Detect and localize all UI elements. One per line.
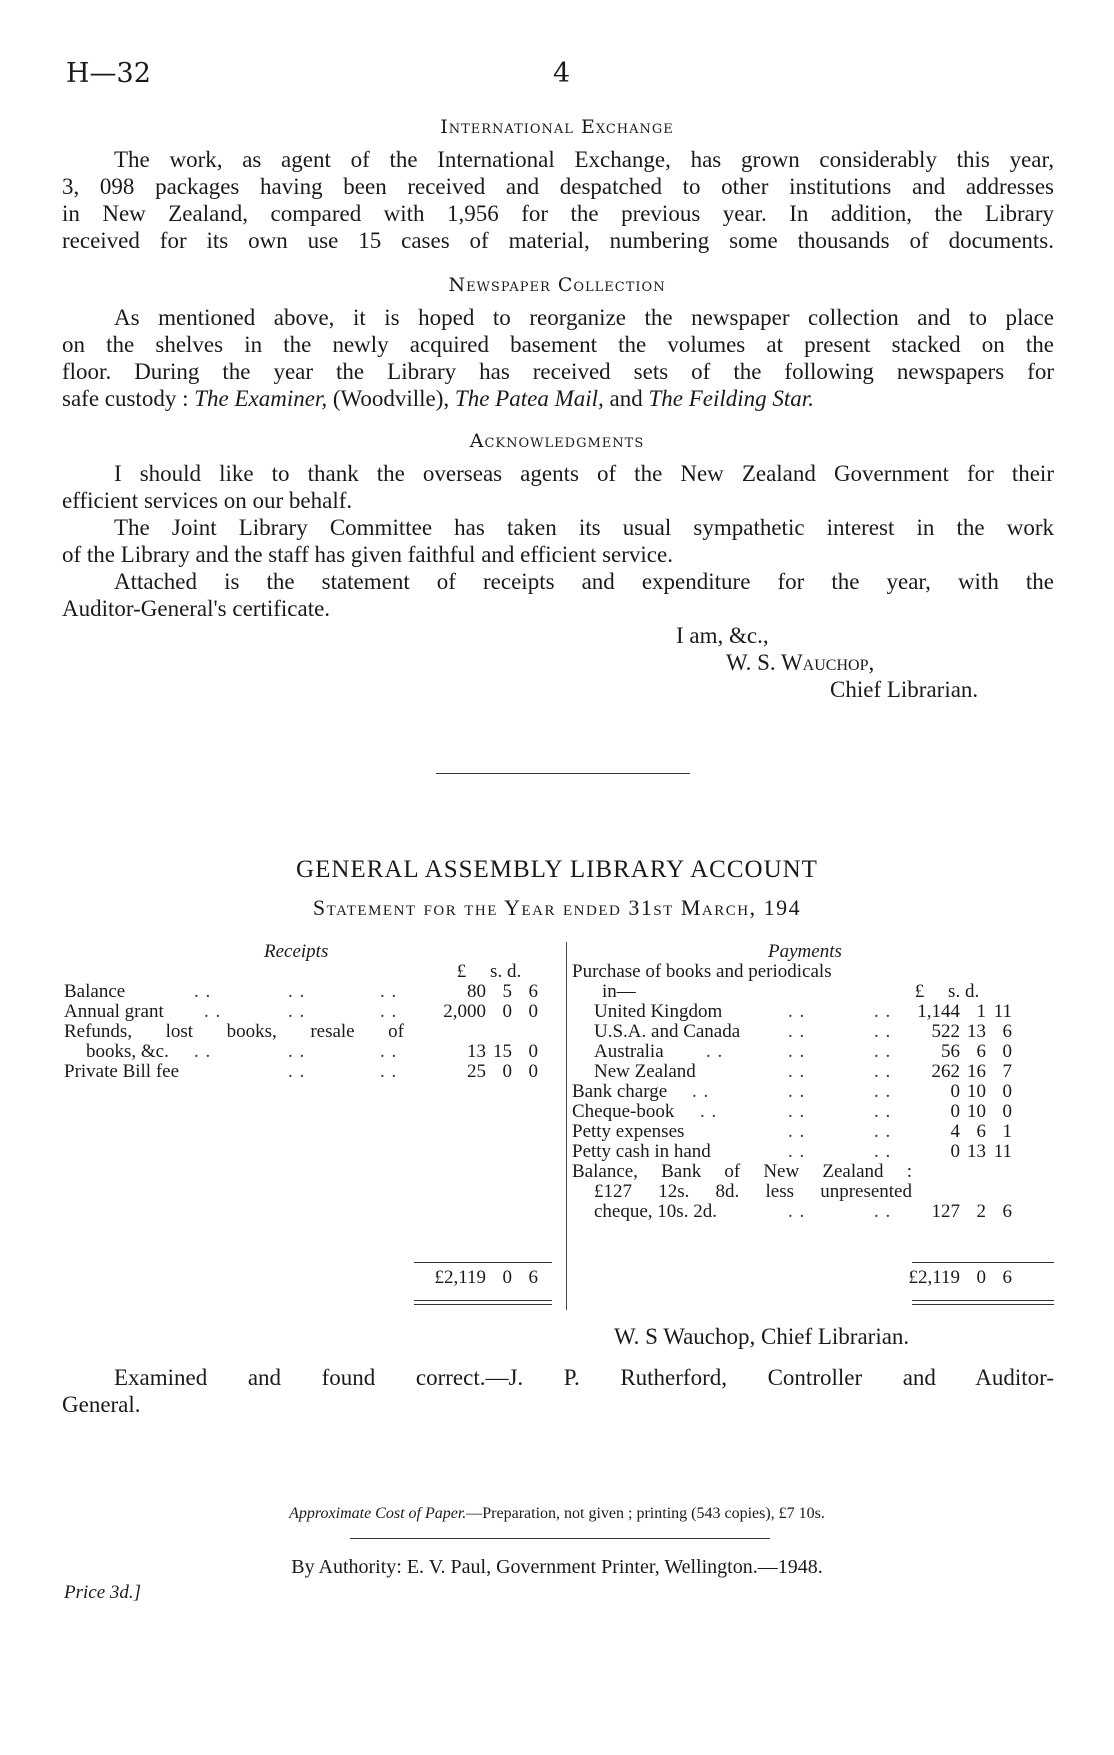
leader-dots: . . xyxy=(874,1101,892,1122)
pounds-value: 0 xyxy=(950,1141,960,1162)
newspaper-title: The Feilding Star. xyxy=(648,386,814,411)
pence-total: 6 xyxy=(1002,1267,1012,1288)
approximate-cost-note xyxy=(0,1505,1114,1523)
shillings-value: 16 xyxy=(967,1061,986,1082)
international-exchange-heading: International Exchange xyxy=(440,116,674,138)
pounds-header: £ xyxy=(456,961,467,982)
pounds-value: 25 xyxy=(467,1061,486,1082)
acknowledgments-paragraph xyxy=(62,460,1054,622)
auditor-certificate xyxy=(62,1364,1054,1418)
receipt-label: Refunds, lost books, resale of xyxy=(64,1021,404,1042)
paragraph-line: efficient services on our behalf. xyxy=(62,488,353,513)
line-text: (Woodville), xyxy=(327,386,455,411)
shillings-value: 10 xyxy=(967,1101,986,1122)
pounds-value: 262 xyxy=(931,1061,960,1082)
leader-dots: . . xyxy=(788,1021,806,1042)
table-row xyxy=(572,1062,1052,1082)
acknowledgments-heading: Acknowledgments xyxy=(469,430,645,452)
paragraph-line: received for its own use 15 cases of material, numbering some thousands of documents. xyxy=(62,228,1054,253)
pounds-total: £2,119 xyxy=(908,1267,960,1288)
payment-label: cheque, 10s. 2d. xyxy=(594,1201,717,1222)
table-row xyxy=(64,1062,554,1082)
table-row xyxy=(572,1202,1052,1222)
table-row xyxy=(572,1022,1052,1042)
leader-dots: . . xyxy=(788,1001,806,1022)
pence-total: 6 xyxy=(528,1267,538,1288)
newspaper-collection-heading: Newspaper Collection xyxy=(448,274,666,296)
payments-table xyxy=(572,942,1052,1312)
shillings-value: 1 xyxy=(976,1001,986,1022)
newspaper-title: The Patea Mail, xyxy=(454,386,604,411)
column-divider xyxy=(566,942,567,1310)
payment-label: U.S.A. and Canada xyxy=(594,1021,741,1042)
leader-dots: . . xyxy=(874,1061,892,1082)
table-row xyxy=(572,1042,1052,1062)
payments-total-row xyxy=(572,1268,1052,1288)
shillings-value: 15 xyxy=(493,1041,512,1062)
table-row xyxy=(572,1142,1052,1162)
paragraph-line: The work, as agent of the International Exchange, has grown considerably this year, xyxy=(114,147,1054,172)
shillings-value: 5 xyxy=(502,981,512,1002)
pounds-value: 13 xyxy=(467,1041,486,1062)
receipts-heading: Receipts xyxy=(264,941,329,962)
line-text: safe custody : xyxy=(62,386,195,411)
table-row xyxy=(572,1162,1052,1182)
table-row xyxy=(572,962,1052,982)
pence-value: 6 xyxy=(528,981,538,1002)
leader-dots: . . xyxy=(706,1041,724,1062)
printing-authority: By Authority: E. V. Paul, Government Printer, Wellington.—1948. xyxy=(291,1556,823,1578)
leader-dots: . . xyxy=(788,1061,806,1082)
leader-dots: . . xyxy=(874,1041,892,1062)
line-text: and xyxy=(603,386,649,411)
leader-dots: . . xyxy=(874,1201,892,1222)
leader-dots: . . xyxy=(788,1201,806,1222)
pounds-value: 56 xyxy=(941,1041,960,1062)
leader-dots: . . xyxy=(788,1141,806,1162)
leader-dots: . . xyxy=(380,981,398,1002)
receipt-label: Private Bill fee xyxy=(64,1061,180,1082)
signature-title: Chief Librarian. xyxy=(830,677,979,702)
payment-label: United Kingdom xyxy=(594,1001,723,1022)
account-title: GENERAL ASSEMBLY LIBRARY ACCOUNT xyxy=(296,856,818,883)
double-rule xyxy=(414,1300,552,1301)
pounds-value: 1,144 xyxy=(917,1001,960,1022)
paragraph-line: The Joint Library Committee has taken its usual sympathetic interest in the work xyxy=(114,515,1054,540)
payment-label: Petty expenses xyxy=(572,1121,685,1142)
pence-value: 0 xyxy=(528,1041,538,1062)
pence-value: 6 xyxy=(1002,1201,1012,1222)
payments-heading-row xyxy=(572,942,1052,962)
paragraph-line: on the shelves in the newly acquired basement the volumes at present stacked on the xyxy=(62,332,1054,357)
shillings-total: 0 xyxy=(976,1267,986,1288)
leader-dots: . . xyxy=(194,1041,212,1062)
double-rule xyxy=(912,1300,1054,1301)
price-note: Price 3d.] xyxy=(64,1582,142,1603)
shillings-value: 0 xyxy=(502,1001,512,1022)
payment-label: Purchase of books and periodicals xyxy=(572,961,832,982)
total-rule xyxy=(912,1262,1054,1263)
leader-dots: . . xyxy=(380,1001,398,1022)
table-row xyxy=(64,982,554,1002)
paragraph-line: of the Library and the staff has given faithful and efficient service. xyxy=(62,542,673,567)
leader-dots: . . xyxy=(204,1001,222,1022)
pence-value: 0 xyxy=(1002,1081,1012,1102)
page-number: 4 xyxy=(553,58,571,89)
pence-value: 11 xyxy=(993,1141,1012,1162)
closing-salutation: I am, &c., xyxy=(676,623,769,648)
paragraph-line: Attached is the statement of receipts and expenditure for the year, with the xyxy=(114,569,1054,594)
pounds-header: £ xyxy=(914,981,925,1002)
paragraph-line: General. xyxy=(62,1392,141,1417)
shillings-value: 13 xyxy=(967,1021,986,1042)
shillings-total: 0 xyxy=(502,1267,512,1288)
leader-dots: . . xyxy=(788,1101,806,1122)
double-rule xyxy=(414,1304,552,1305)
payment-label: £127 12s. 8d. less unpresented xyxy=(594,1181,912,1202)
pence-value: 0 xyxy=(528,1001,538,1022)
shillings-value: 2 xyxy=(976,1201,986,1222)
footer-divider xyxy=(350,1538,770,1539)
leader-dots: . . xyxy=(788,1041,806,1062)
receipt-label: Annual grant xyxy=(64,1001,164,1022)
pounds-value: 127 xyxy=(931,1201,960,1222)
shillings-value: 10 xyxy=(967,1081,986,1102)
table-row xyxy=(572,982,1052,1002)
pence-value: 1 xyxy=(1002,1121,1012,1142)
pence-value: 0 xyxy=(1002,1041,1012,1062)
double-rule xyxy=(912,1304,1054,1305)
paragraph-line: I should like to thank the overseas agents of the New Zealand Government for their xyxy=(114,461,1054,486)
shillings-value: 0 xyxy=(502,1061,512,1082)
leader-dots: . . xyxy=(788,1081,806,1102)
paragraph-line: Auditor-General's certificate. xyxy=(62,596,331,621)
international-exchange-paragraph xyxy=(62,146,1054,254)
pounds-total: £2,119 xyxy=(434,1267,486,1288)
payment-label: Petty cash in hand xyxy=(572,1141,711,1162)
account-subtitle: Statement for the Year ended 31st March, 194 xyxy=(312,895,802,920)
leader-dots: . . xyxy=(874,1081,892,1102)
paragraph-line: in New Zealand, compared with 1,956 for the previous year. In addition, the Library xyxy=(62,201,1054,226)
newspaper-collection-paragraph xyxy=(62,304,1054,412)
leader-dots: . . xyxy=(288,1041,306,1062)
payment-label: Australia xyxy=(594,1041,664,1062)
paragraph-line: 3, 098 packages having been received and despatched to other institutions and addresses xyxy=(62,174,1054,199)
leader-dots: . . xyxy=(380,1061,398,1082)
total-row xyxy=(572,1268,1052,1288)
leader-dots: . . xyxy=(874,1141,892,1162)
leader-dots: . . xyxy=(288,1061,306,1082)
receipts-heading-row xyxy=(64,942,554,962)
table-row xyxy=(64,1042,554,1062)
pounds-value: 0 xyxy=(950,1081,960,1102)
leader-dots: . . xyxy=(692,1081,710,1102)
cost-text: —Preparation, not given ; printing (543 copies), £7 10s. xyxy=(466,1505,825,1522)
payment-label: Balance, Bank of New Zealand : xyxy=(572,1161,912,1182)
pounds-value: 80 xyxy=(467,981,486,1002)
pence-value: 7 xyxy=(1002,1061,1012,1082)
paragraph-line: floor. During the year the Library has received sets of the following newspapers for xyxy=(62,359,1054,384)
currency-header-row xyxy=(64,962,554,982)
pence-value: 11 xyxy=(993,1001,1012,1022)
newspaper-title: The Examiner, xyxy=(194,386,328,411)
shillings-value: 13 xyxy=(967,1141,986,1162)
leader-dots: . . xyxy=(288,1001,306,1022)
table-row xyxy=(64,1022,554,1042)
table-row xyxy=(572,1082,1052,1102)
table-row xyxy=(572,1102,1052,1122)
leader-dots: . . xyxy=(874,1121,892,1142)
payment-label: New Zealand xyxy=(594,1061,696,1082)
leader-dots: . . xyxy=(700,1101,718,1122)
paragraph-line xyxy=(62,385,1054,412)
payment-label: in— xyxy=(602,981,636,1002)
leader-dots: . . xyxy=(288,981,306,1002)
pence-value: 0 xyxy=(528,1061,538,1082)
total-rule xyxy=(414,1262,552,1263)
table-row xyxy=(572,1182,1052,1202)
pence-value: 6 xyxy=(1002,1021,1012,1042)
leader-dots: . . xyxy=(194,981,212,1002)
total-row xyxy=(64,1268,554,1288)
shillings-value: 6 xyxy=(976,1121,986,1142)
pence-header: d. xyxy=(964,981,980,1002)
pounds-value: 0 xyxy=(950,1101,960,1122)
payments-heading: Payments xyxy=(768,941,842,962)
receipts-table xyxy=(64,942,554,1312)
table-row xyxy=(64,1002,554,1022)
table-row xyxy=(572,1002,1052,1022)
payment-label: Bank charge xyxy=(572,1081,668,1102)
shillings-value: 6 xyxy=(976,1041,986,1062)
paragraph-line: As mentioned above, it is hoped to reorganize the newspaper collection and to place xyxy=(114,305,1054,330)
receipts-total-row xyxy=(64,1268,554,1288)
account-signature: W. S Wauchop, Chief Librarian. xyxy=(614,1324,910,1349)
pounds-value: 4 xyxy=(950,1121,960,1142)
leader-dots: . . xyxy=(788,1121,806,1142)
section-divider xyxy=(436,773,690,774)
leader-dots: . . xyxy=(874,1021,892,1042)
pounds-value: 522 xyxy=(931,1021,960,1042)
leader-dots: . . xyxy=(874,1001,892,1022)
leader-dots: . . xyxy=(380,1041,398,1062)
table-row xyxy=(572,1122,1052,1142)
cost-label: Approximate Cost of Paper. xyxy=(289,1505,467,1522)
pounds-value: 2,000 xyxy=(443,1001,486,1022)
document-reference: H—32 xyxy=(66,58,151,89)
signature-name: W. S. Wauchop, xyxy=(726,650,875,675)
paragraph-line: Examined and found correct.—J. P. Rutherford, Controller and Auditor- xyxy=(114,1365,1054,1390)
receipt-label: books, &c. xyxy=(86,1041,169,1062)
shillings-header: s. xyxy=(948,981,961,1002)
receipt-label: Balance xyxy=(64,981,126,1002)
shillings-header: s. xyxy=(490,961,503,982)
pence-value: 0 xyxy=(1002,1101,1012,1122)
pence-header: d. xyxy=(506,961,522,982)
payment-label: Cheque-book xyxy=(572,1101,675,1122)
